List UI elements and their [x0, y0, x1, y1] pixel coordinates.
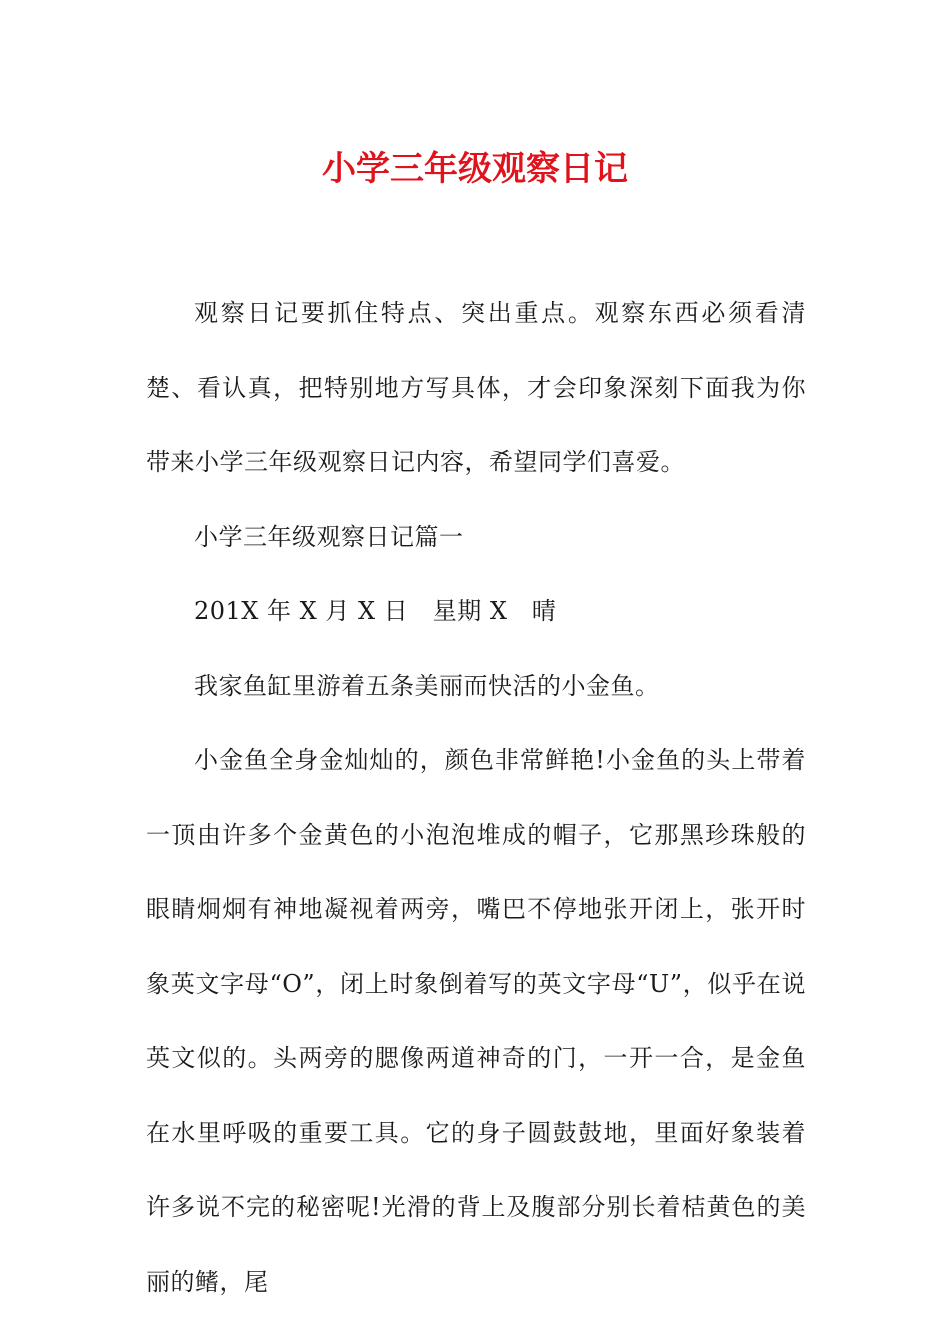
body-paragraph: 我家鱼缸里游着五条美丽而快活的小金鱼。	[194, 671, 660, 700]
section-heading: 小学三年级观察日记篇一	[194, 522, 464, 551]
intro-paragraph: 观察日记要抓住特点、突出重点。观察东西必须看清楚、看认真，把特别地方写具体，才会印象深刻下面我为你带来小学三年级观察日记内容，希望同学们喜爱。	[146, 299, 806, 476]
page-title: 小学三年级观察日记	[322, 149, 628, 189]
document-body	[146, 276, 806, 1319]
body-paragraph: 小金鱼全身金灿灿的，颜色非常鲜艳!小金鱼的头上带着一顶由许多个金黄色的小泡泡堆成的帽子，它那黑珍珠般的眼睛炯炯有神地凝视着两旁，嘴巴不停地张开闭上，张开时象英文字母“O”，闭上时象倒着写的英文字母“U”，似乎在说英文似的。头两旁的腮像两道神奇的门，一开一合，是金鱼在水里呼吸的重要工具。它的身子圆鼓鼓地，里面好象装着许多说不完的秘密呢!光滑的背上及腹部分别长着桔黄色的美丽的鳍，尾	[146, 746, 806, 1296]
date-line: 201X 年 X 月 X 日 星期 X 晴	[194, 597, 557, 625]
